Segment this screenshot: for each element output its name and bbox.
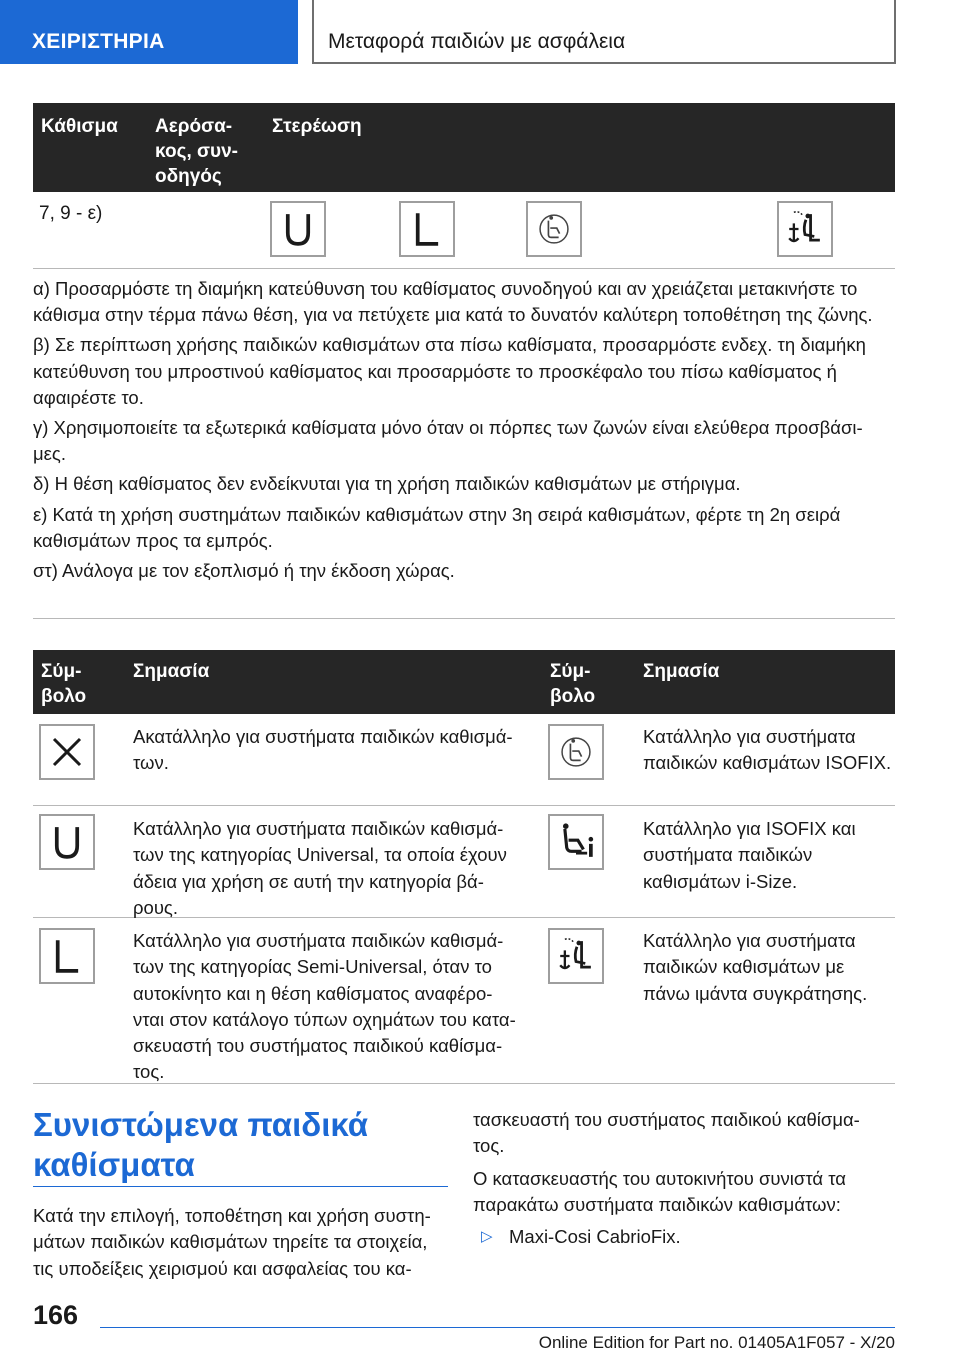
col-meaning-2: Σημασία [643,661,720,682]
header-chapter-title: Μεταφορά παιδιών με ασφάλεια [312,0,896,64]
divider [33,618,895,619]
list-item-text: Maxi-Cosi CabrioFix. [509,1226,681,1248]
legend-table-header [33,650,895,714]
col-seat: Κάθισμα [41,116,118,137]
legend-text: Κατάλληλο για συστήματα παιδικών καθισμά- των της κατηγορίας Semi-Universal, όταν το αυτοκίνητο και η θέση καθίσματος αναφέρο- νται στον κατάλογο τύπων οχημάτων του κατα- σκευαστή του συστήματος παιδικού καθίσμα- τος. [133,930,516,1083]
seat-label: 7, 9 - ε) [39,203,103,224]
semi-universal-l-icon [39,928,95,984]
legend-text: Κατάλληλο για ISOFIX και συστήματα παιδικών καθισμάτων i-Size. [643,818,856,892]
page-number: 166 [33,1300,79,1330]
col-airbag: Αερόσα- κος, συν- οδηγός [155,116,238,187]
footer-rule [100,1327,895,1328]
footnote: α) Προσαρμόστε τη διαμήκη κατεύθυνση του καθίσματος συνοδηγού και αν χρειάζεται μετακινήστε το κάθισμα στην τέρμα πάνω θέση, για να πετύχετε μια κατά το δυνατόν καλύτερη τοποθέτηση της ζώνης. [33,278,873,326]
legend-text: Κατάλληλο για συστήματα παιδικών καθισμάτων με πάνω ιμάντα συγκράτησης. [643,930,868,1004]
isize-seat-icon [548,814,604,870]
list-item [473,1224,895,1250]
isofix-seat-icon [548,724,604,780]
table-row [33,918,895,1084]
col-symbol: Σύμ- βολο [41,661,87,707]
section-column-right [473,1107,895,1250]
footnote: στ) Ανάλογα με τον εξοπλισμό ή την έκδοση χώρας. [33,559,455,581]
seat-table-header [33,103,895,192]
footer-edition: Online Edition for Part no. 01405A1F057 - X/20 [538,1333,895,1352]
section-underline [33,1186,448,1187]
section-continued: τασκευαστή του συστήματος παιδικού καθίσμα- τος. [473,1109,860,1157]
footnote: γ) Χρησιμοποιείτε τα εξωτερικά καθίσματα μόνο όταν οι πόρπες των ζωνών είναι ελεύθερα προσβάσι- μες. [33,417,863,465]
table-row [33,714,895,806]
col-symbol-2: Σύμ- βολο [550,661,596,707]
legend-text: Ακατάλληλο για συστήματα παιδικών καθισμά- των. [133,726,513,774]
col-fixing: Στερέωση [272,116,362,137]
top-tether-seat-icon [777,201,833,257]
section-title: Συνιστώμενα παιδικά καθίσματα [33,1106,369,1183]
table-row [33,806,895,918]
footnote: δ) Η θέση καθίσματος δεν ενδείκνυται για τη χρήση παιδικών καθισμάτων με στήριγμα. [33,473,741,495]
footnote: ε) Κατά τη χρήση συστημάτων παιδικών καθισμάτων στην 3η σειρά καθισμάτων, φέρτε τη 2η σειρά καθισμάτων προς τα εμπρός. [33,503,841,551]
legend-text: Κατάλληλο για συστήματα παιδικών καθισμάτων ISOFIX. [643,726,892,774]
table-footnotes [33,276,895,588]
seat-table-row [33,192,895,269]
bullet-triangle-icon: ▷ [481,1228,493,1246]
universal-u-icon [39,814,95,870]
semi-universal-l-icon [399,201,455,257]
col-meaning: Σημασία [133,661,210,682]
cross-icon [39,724,95,780]
isofix-seat-icon [526,201,582,257]
legend-text: Κατάλληλο για συστήματα παιδικών καθισμά- των της κατηγορίας Universal, τα οποία έχουν άδεια για χρήση σε αυτή την κατηγορία βά- ρους. [133,818,507,918]
top-tether-seat-icon [548,928,604,984]
section-intro: Κατά την επιλογή, τοποθέτηση και χρήση συστη- μάτων παιδικών καθισμάτων τηρείτε τα στοιχεία, τις υποδείξεις χειρισμού και ασφαλείας του κα- [33,1205,431,1279]
section-recommend: Ο κατασκευαστής του αυτοκινήτου συνιστά τα παρακάτω συστήματα παιδικών καθισμάτων: [473,1167,846,1215]
footnote: β) Σε περίπτωση χρήσης παιδικών καθισμάτων στα πίσω καθίσματα, προσαρμόστε ενδεχ. τη διαμήκη κατεύθυνση του μπροστινού καθίσματος και προσαρμόστε το προσκέφαλο του πίσω καθίσματος ή αφαιρέστε το. [33,334,866,408]
header-section-tab: ΧΕΙΡΙΣΤΗΡΙΑ [0,0,298,64]
universal-u-icon [270,201,326,257]
